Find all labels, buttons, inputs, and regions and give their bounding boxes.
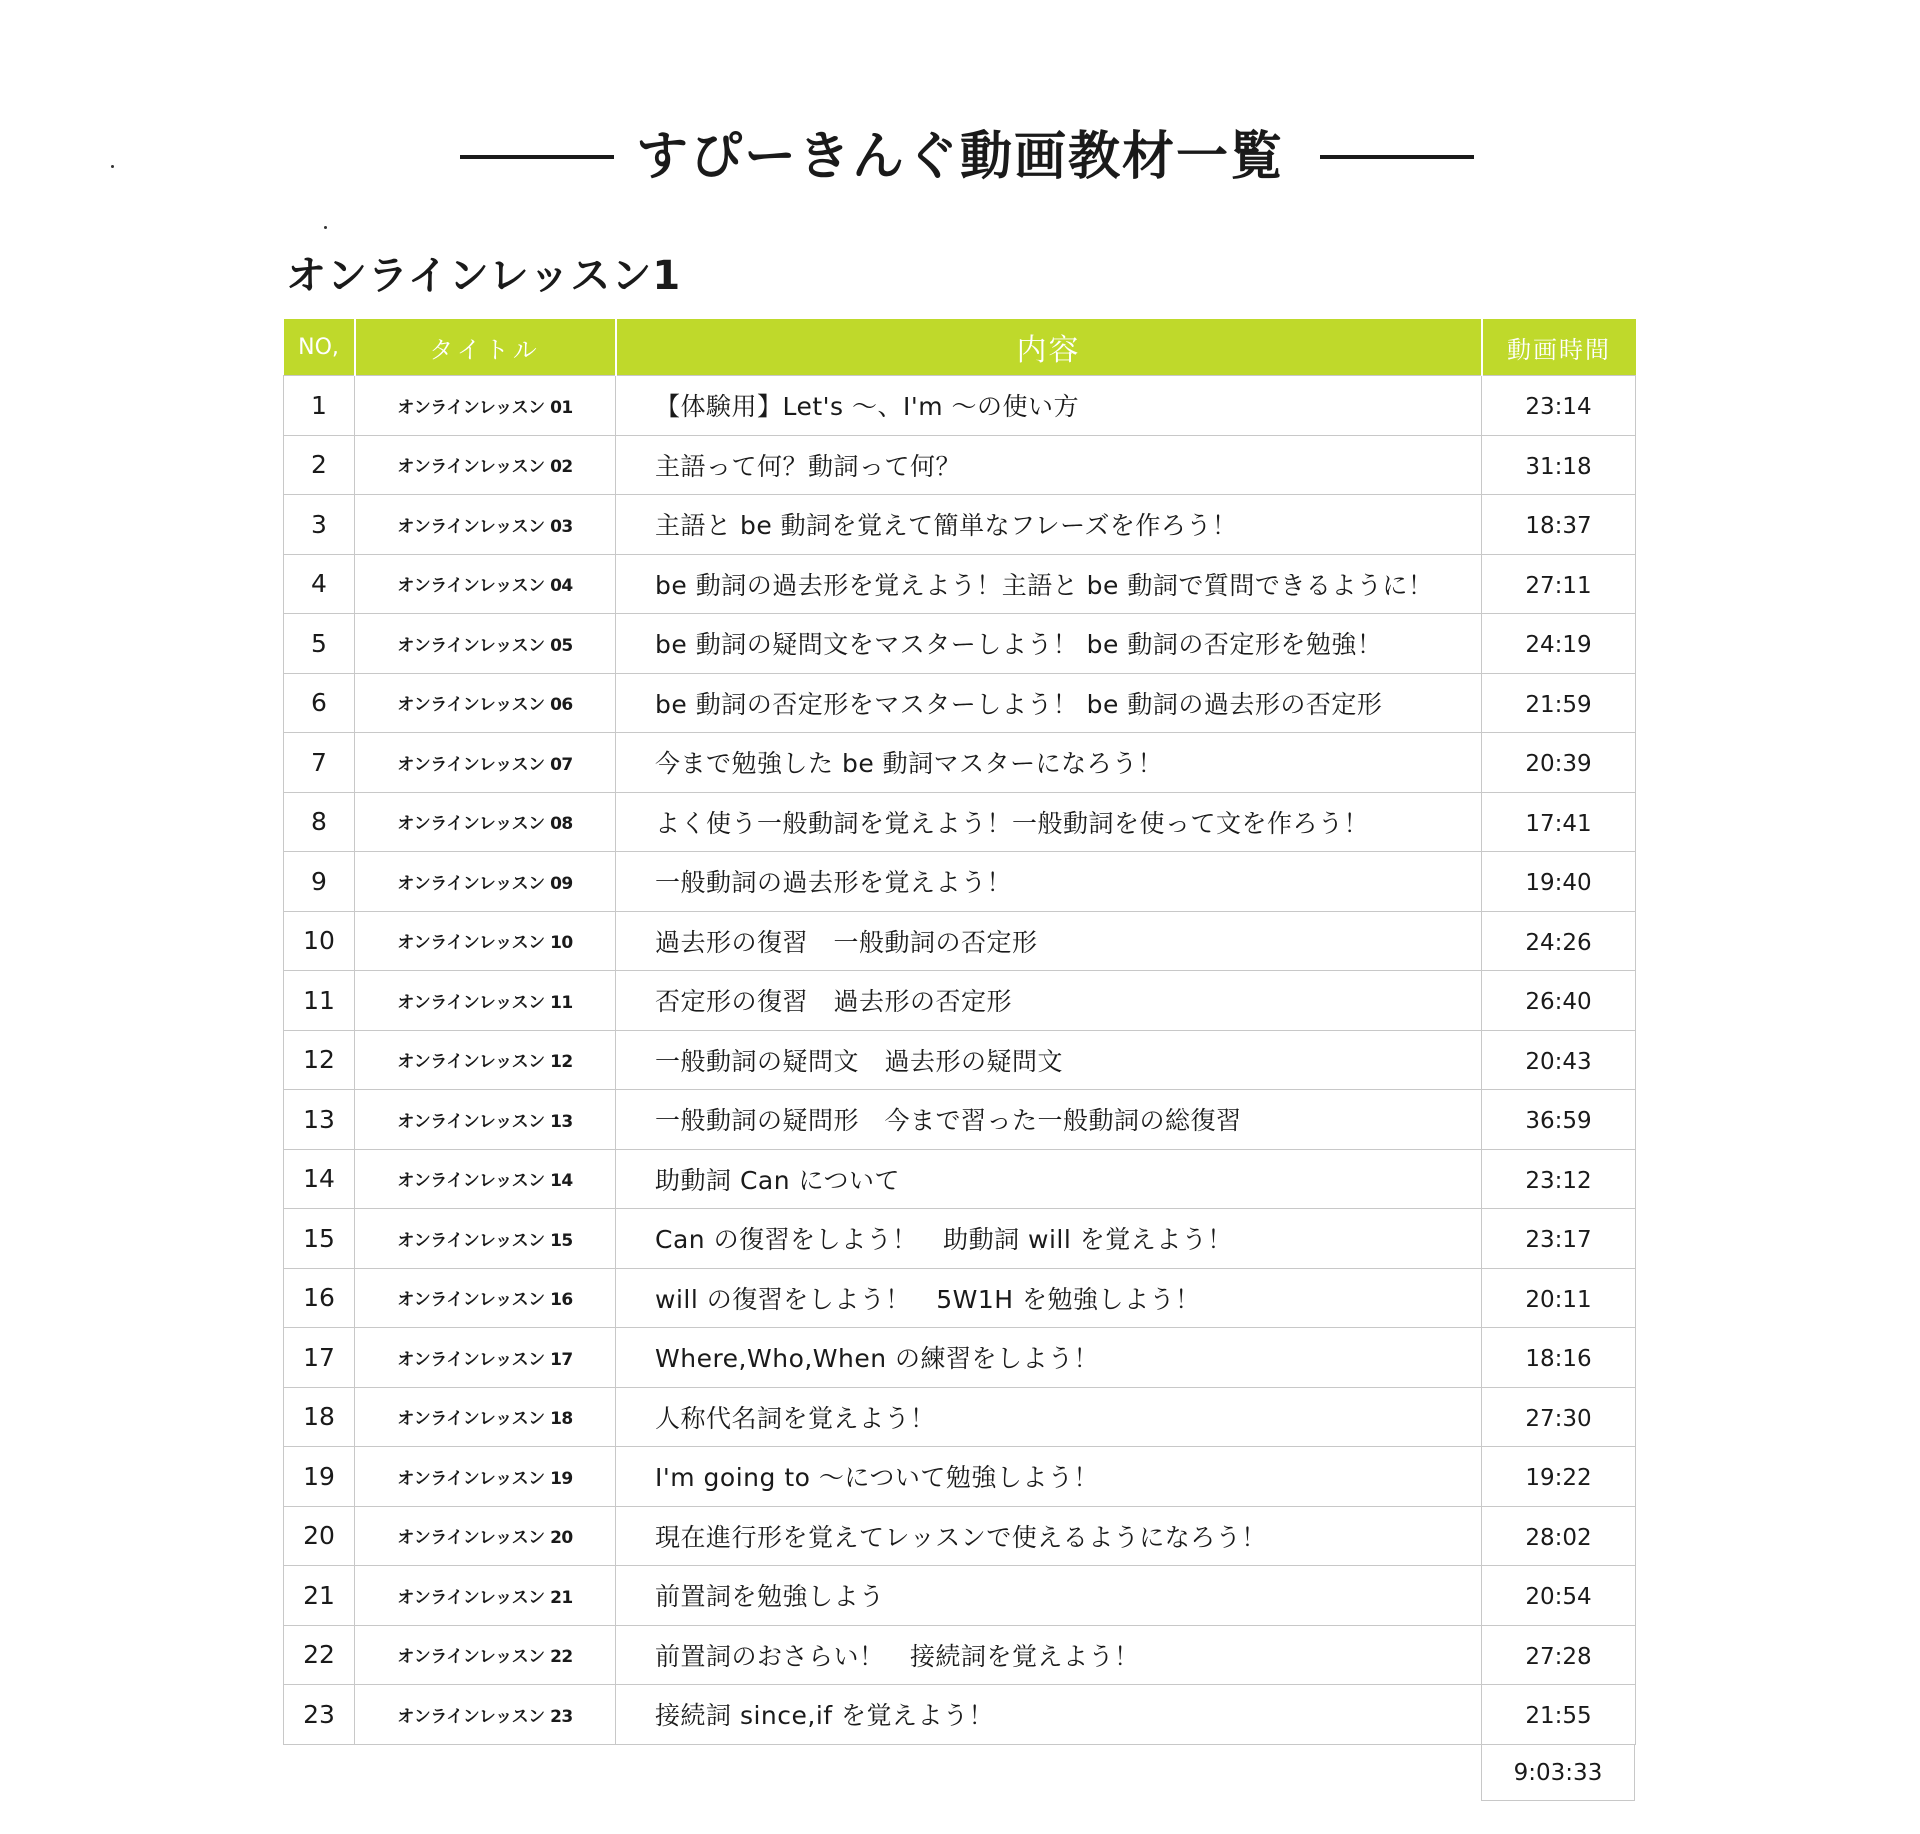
row-title: オンラインレッスン 04 <box>355 554 616 614</box>
row-title: オンラインレッスン 16 <box>355 1268 616 1328</box>
row-duration: 20:39 <box>1482 733 1636 793</box>
row-title: オンラインレッスン 15 <box>355 1209 616 1269</box>
stray-dot <box>111 165 114 168</box>
lesson-rows <box>284 376 1636 1745</box>
page-title: すぴーきんぐ動画教材一覧 <box>635 127 1284 187</box>
row-title: オンラインレッスン 10 <box>355 911 616 971</box>
row-no: 18 <box>284 1387 355 1447</box>
row-no: 14 <box>284 1149 355 1209</box>
row-duration: 27:28 <box>1482 1625 1636 1685</box>
row-title: オンラインレッスン 12 <box>355 1030 616 1090</box>
table-row <box>284 1268 1636 1328</box>
row-content: Can の復習をしよう！ 助動詞 will を覚えよう！ <box>616 1209 1482 1269</box>
table-row <box>284 911 1636 971</box>
row-no: 10 <box>284 911 355 971</box>
row-duration: 27:30 <box>1482 1387 1636 1447</box>
table-row <box>284 1209 1636 1269</box>
row-title: オンラインレッスン 23 <box>355 1685 616 1745</box>
row-no: 13 <box>284 1090 355 1150</box>
row-title: オンラインレッスン 05 <box>355 614 616 674</box>
row-no: 3 <box>284 495 355 555</box>
row-title: オンラインレッスン 01 <box>355 376 616 436</box>
row-content: be 動詞の過去形を覚えよう！主語と be 動詞で質問できるように！ <box>616 554 1482 614</box>
row-no: 22 <box>284 1625 355 1685</box>
row-title: オンラインレッスン 17 <box>355 1328 616 1388</box>
row-duration: 20:54 <box>1482 1566 1636 1626</box>
row-content: Where,Who,When の練習をしよう！ <box>616 1328 1482 1388</box>
row-content: 否定形の復習 過去形の否定形 <box>616 971 1482 1031</box>
table-row <box>284 1447 1636 1507</box>
row-duration: 27:11 <box>1482 554 1636 614</box>
table-row <box>284 435 1636 495</box>
table-row <box>284 673 1636 733</box>
row-no: 12 <box>284 1030 355 1090</box>
row-duration: 23:14 <box>1482 376 1636 436</box>
table-row <box>284 1506 1636 1566</box>
row-duration: 21:55 <box>1482 1685 1636 1745</box>
row-title: オンラインレッスン 20 <box>355 1506 616 1566</box>
table-row <box>284 1090 1636 1150</box>
row-no: 2 <box>284 435 355 495</box>
table-row <box>284 376 1636 436</box>
row-title: オンラインレッスン 02 <box>355 435 616 495</box>
row-no: 16 <box>284 1268 355 1328</box>
row-content: 現在進行形を覚えてレッスンで使えるようになろう！ <box>616 1506 1482 1566</box>
row-duration: 18:16 <box>1482 1328 1636 1388</box>
row-no: 19 <box>284 1447 355 1507</box>
row-content: 前置詞のおさらい！ 接続詞を覚えよう！ <box>616 1625 1482 1685</box>
table-row <box>284 792 1636 852</box>
row-content: 一般動詞の疑問形 今まで習った一般動詞の総復習 <box>616 1090 1482 1150</box>
row-content: 前置詞を勉強しよう <box>616 1566 1482 1626</box>
table-row <box>284 1149 1636 1209</box>
row-title: オンラインレッスン 22 <box>355 1625 616 1685</box>
row-no: 8 <box>284 792 355 852</box>
row-no: 9 <box>284 852 355 912</box>
row-no: 15 <box>284 1209 355 1269</box>
header-duration: 動画時間 <box>1482 319 1636 376</box>
row-no: 4 <box>284 554 355 614</box>
page-title-row <box>0 122 1920 202</box>
row-title: オンラインレッスン 18 <box>355 1387 616 1447</box>
row-no: 7 <box>284 733 355 793</box>
row-no: 23 <box>284 1685 355 1745</box>
row-no: 17 <box>284 1328 355 1388</box>
row-title: オンラインレッスン 08 <box>355 792 616 852</box>
row-title: オンラインレッスン 03 <box>355 495 616 555</box>
table-row <box>284 1685 1636 1745</box>
row-content: I'm going to ～について勉強しよう！ <box>616 1447 1482 1507</box>
row-no: 1 <box>284 376 355 436</box>
row-no: 6 <box>284 673 355 733</box>
row-duration: 23:17 <box>1482 1209 1636 1269</box>
table-row <box>284 495 1636 555</box>
header-title: タイトル <box>355 319 616 376</box>
header-no: NO, <box>284 319 355 376</box>
row-duration: 23:12 <box>1482 1149 1636 1209</box>
row-content: よく使う一般動詞を覚えよう！一般動詞を使って文を作ろう！ <box>616 792 1482 852</box>
row-content: 助動詞 Can について <box>616 1149 1482 1209</box>
row-duration: 28:02 <box>1482 1506 1636 1566</box>
row-duration: 19:40 <box>1482 852 1636 912</box>
row-duration: 21:59 <box>1482 673 1636 733</box>
table-header-row <box>284 319 1636 376</box>
row-content: 今まで勉強した be 動詞マスターになろう！ <box>616 733 1482 793</box>
total-duration: 9:03:33 <box>1481 1744 1635 1801</box>
row-content: 主語と be 動詞を覚えて簡単なフレーズを作ろう！ <box>616 495 1482 555</box>
table-row <box>284 1566 1636 1626</box>
row-content: will の復習をしよう！ 5W1H を勉強しよう！ <box>616 1268 1482 1328</box>
row-no: 11 <box>284 971 355 1031</box>
row-duration: 24:26 <box>1482 911 1636 971</box>
lesson-table <box>283 319 1636 1745</box>
table-row <box>284 1387 1636 1447</box>
row-duration: 19:22 <box>1482 1447 1636 1507</box>
row-content: be 動詞の疑問文をマスターしよう！ be 動詞の否定形を勉強！ <box>616 614 1482 674</box>
row-title: オンラインレッスン 19 <box>355 1447 616 1507</box>
row-duration: 20:11 <box>1482 1268 1636 1328</box>
row-content: 人称代名詞を覚えよう！ <box>616 1387 1482 1447</box>
table-row <box>284 614 1636 674</box>
row-duration: 17:41 <box>1482 792 1636 852</box>
row-title: オンラインレッスン 09 <box>355 852 616 912</box>
table-row <box>284 1030 1636 1090</box>
stray-dot <box>324 226 327 229</box>
row-content: 過去形の復習 一般動詞の否定形 <box>616 911 1482 971</box>
row-no: 5 <box>284 614 355 674</box>
row-duration: 24:19 <box>1482 614 1636 674</box>
table-row <box>284 852 1636 912</box>
row-title: オンラインレッスン 11 <box>355 971 616 1031</box>
table-row <box>284 971 1636 1031</box>
table-row <box>284 733 1636 793</box>
row-title: オンラインレッスン 06 <box>355 673 616 733</box>
table-row <box>284 554 1636 614</box>
section-title: オンラインレッスン1 <box>286 253 682 299</box>
row-title: オンラインレッスン 14 <box>355 1149 616 1209</box>
row-duration: 26:40 <box>1482 971 1636 1031</box>
row-no: 21 <box>284 1566 355 1626</box>
row-duration: 18:37 <box>1482 495 1636 555</box>
row-duration: 20:43 <box>1482 1030 1636 1090</box>
row-title: オンラインレッスン 13 <box>355 1090 616 1150</box>
row-no: 20 <box>284 1506 355 1566</box>
row-content: be 動詞の否定形をマスターしよう！ be 動詞の過去形の否定形 <box>616 673 1482 733</box>
row-content: 接続詞 since,if を覚えよう！ <box>616 1685 1482 1745</box>
header-content: 内容 <box>616 319 1482 376</box>
row-title: オンラインレッスン 07 <box>355 733 616 793</box>
row-content: 一般動詞の疑問文 過去形の疑問文 <box>616 1030 1482 1090</box>
row-content: 主語って何？動詞って何？ <box>616 435 1482 495</box>
row-duration: 31:18 <box>1482 435 1636 495</box>
row-content: 一般動詞の過去形を覚えよう！ <box>616 852 1482 912</box>
table-row <box>284 1328 1636 1388</box>
row-duration: 36:59 <box>1482 1090 1636 1150</box>
row-title: オンラインレッスン 21 <box>355 1566 616 1626</box>
title-rule-right <box>1320 155 1474 159</box>
table-row <box>284 1625 1636 1685</box>
row-content: 【体験用】Let's ～、I'm ～の使い方 <box>616 376 1482 436</box>
